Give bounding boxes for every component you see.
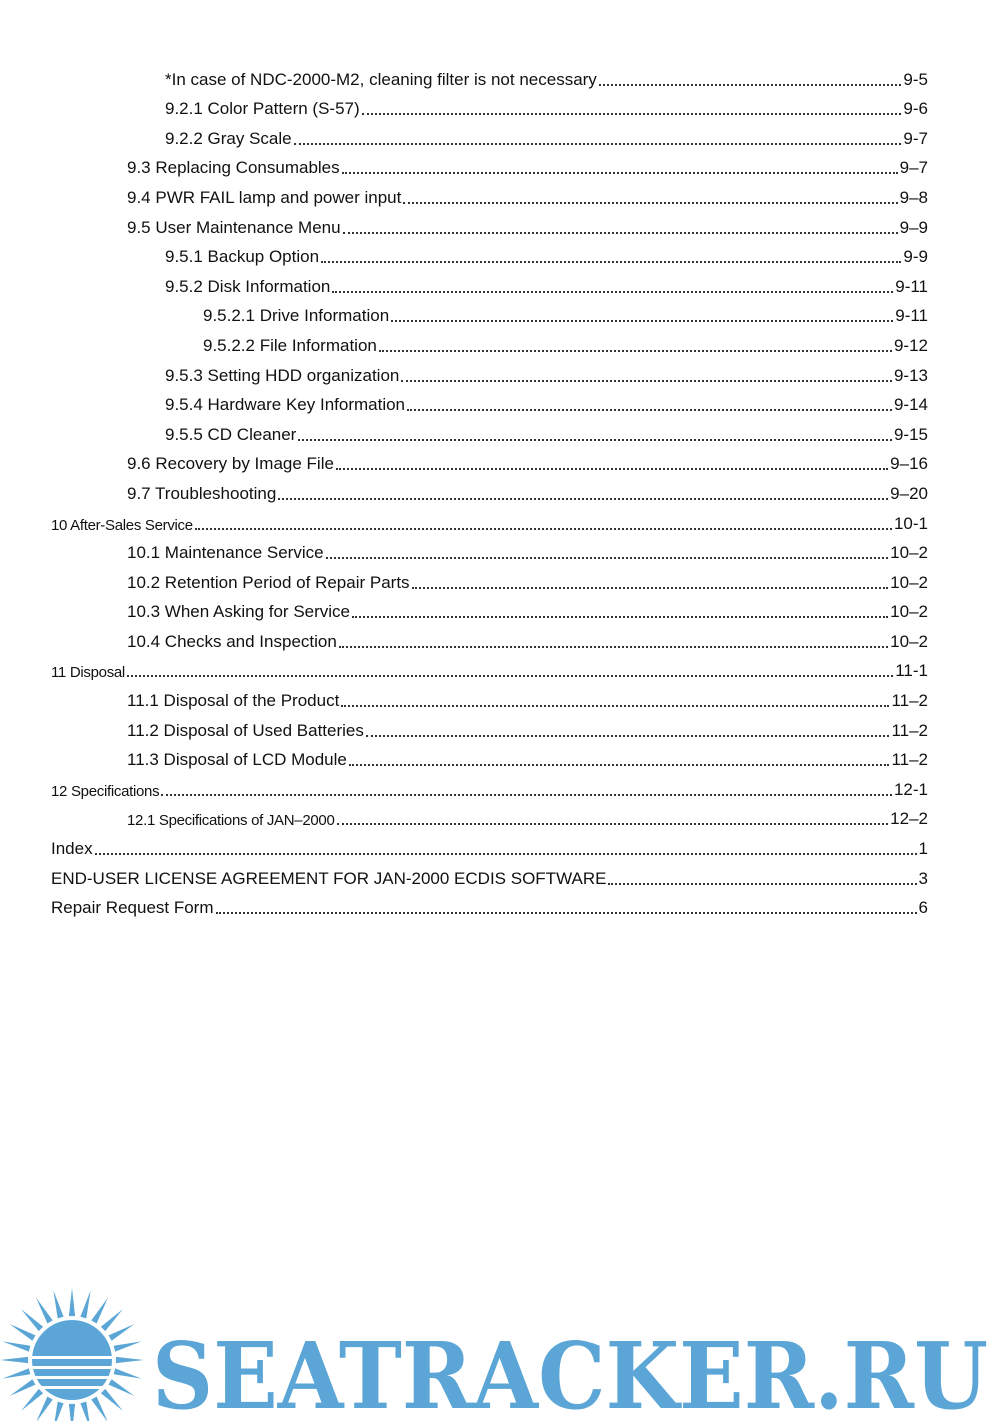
toc-entry-title: Index <box>51 839 93 859</box>
toc-entry-page: 9–16 <box>890 454 928 474</box>
toc-entry[interactable] <box>0 271 1002 301</box>
toc-leader-dots <box>379 350 892 352</box>
toc-entry-page: 11-1 <box>895 661 928 681</box>
sun-ray <box>3 1368 31 1378</box>
sun-ray <box>101 1309 123 1331</box>
sun-ray <box>101 1389 123 1411</box>
toc-entry-page: 9–9 <box>899 217 928 237</box>
toc-entry-title: 10.2 Retention Period of Repair Parts <box>127 572 410 592</box>
toc-entry-page: 11–2 <box>891 750 928 770</box>
toc-entry-page: 9-13 <box>893 365 928 385</box>
toc-leader-dots <box>403 202 897 204</box>
toc-entry[interactable] <box>0 478 1002 508</box>
toc-entry[interactable] <box>0 626 1002 656</box>
toc-entry[interactable] <box>0 301 1002 331</box>
toc-entry-title: 10.3 When Asking for Service <box>127 602 351 622</box>
toc-entry-title: 11 Disposal <box>51 664 125 682</box>
toc-entry-page: 9–20 <box>890 483 928 503</box>
sun-ray <box>109 1324 135 1341</box>
toc-entry-page: 9-7 <box>903 128 928 148</box>
toc-entry-title: 9.5.4 Hardware Key Information <box>165 395 406 415</box>
sun-ray <box>10 1324 36 1341</box>
toc-leader-dots <box>216 912 917 914</box>
sun-ray <box>53 1291 63 1319</box>
toc-entry-page: 9-11 <box>895 306 928 326</box>
toc-leader-dots <box>127 675 893 677</box>
toc-leader-dots <box>337 823 889 825</box>
toc-entry-page: 10–2 <box>890 602 928 622</box>
toc-leader-dots <box>412 587 889 589</box>
toc-entry-title: 9.5.2 Disk Information <box>165 276 331 296</box>
watermark-text: SEATRACKER.RU <box>152 1322 988 1421</box>
toc-entry-title: 10 After-Sales Service <box>51 516 193 534</box>
sun-ray <box>91 1298 108 1324</box>
toc-entry-title: 11.1 Disposal of the Product <box>127 691 340 711</box>
toc-entry-title: *In case of NDC-2000-M2, cleaning filter is not necessary <box>165 69 597 89</box>
toc-entry[interactable] <box>0 715 1002 745</box>
table-of-contents <box>0 64 1002 922</box>
toc-leader-dots <box>298 439 892 441</box>
toc-entry-title: 12 Specifications <box>51 782 160 800</box>
toc-entry-page: 9–8 <box>899 187 928 207</box>
toc-entry[interactable] <box>0 567 1002 597</box>
toc-entry-title: 9.5.5 CD Cleaner <box>165 424 297 444</box>
toc-entry-title: 9.4 PWR FAIL lamp and power input <box>127 187 402 207</box>
toc-entry-page: 9-6 <box>903 99 928 119</box>
toc-entry-page: 10–2 <box>890 631 928 651</box>
toc-leader-dots <box>341 705 889 707</box>
toc-leader-dots <box>599 84 902 86</box>
watermark-logo <box>0 1270 1002 1421</box>
toc-entry[interactable] <box>0 597 1002 627</box>
toc-entry-page: 12-1 <box>893 779 928 799</box>
toc-entry-title: 12.1 Specifications of JAN–2000 <box>127 812 335 830</box>
toc-entry[interactable] <box>0 153 1002 183</box>
toc-entry-page: 6 <box>918 898 928 918</box>
toc-entry-page: 11–2 <box>891 720 928 740</box>
sun-ray <box>21 1309 43 1331</box>
toc-leader-dots <box>195 528 892 530</box>
toc-entry[interactable] <box>0 330 1002 360</box>
toc-entry-page: 3 <box>918 868 928 888</box>
sun-ray <box>80 1291 90 1319</box>
toc-leader-dots <box>336 468 888 470</box>
toc-entry-title: 9.2.2 Gray Scale <box>165 128 292 148</box>
toc-entry-title: 9.5.1 Backup Option <box>165 247 320 267</box>
sun-ray <box>69 1288 75 1316</box>
toc-entry[interactable] <box>0 94 1002 124</box>
toc-entry[interactable] <box>0 64 1002 94</box>
toc-leader-dots <box>352 616 888 618</box>
toc-entry-title: 9.2.1 Color Pattern (S-57) <box>165 99 360 119</box>
toc-entry[interactable] <box>0 508 1002 538</box>
toc-entry[interactable] <box>0 212 1002 242</box>
toc-entry-page: 9-12 <box>893 335 928 355</box>
toc-entry-page: 9–7 <box>899 158 928 178</box>
toc-entry-page: 11–2 <box>891 691 928 711</box>
toc-entry-title: 10.1 Maintenance Service <box>127 543 324 563</box>
toc-entry-page: 10–2 <box>890 543 928 563</box>
sun-logo-icon <box>0 1270 1002 1421</box>
toc-entry[interactable] <box>0 833 1002 863</box>
sun-ray <box>10 1379 36 1396</box>
toc-entry[interactable] <box>0 656 1002 686</box>
toc-entry-title: 9.7 Troubleshooting <box>127 483 277 503</box>
toc-entry-page: 9-14 <box>893 395 928 415</box>
toc-entry-page: 9-15 <box>893 424 928 444</box>
toc-leader-dots <box>95 853 917 855</box>
toc-leader-dots <box>326 557 889 559</box>
toc-entry-page: 9-11 <box>895 276 928 296</box>
toc-entry-title: 10.4 Checks and Inspection <box>127 631 337 651</box>
sun-ray <box>3 1341 31 1351</box>
toc-leader-dots <box>362 113 902 115</box>
toc-entry-title: 9.6 Recovery by Image File <box>127 454 334 474</box>
toc-entry[interactable] <box>0 745 1002 775</box>
toc-entry-title: Repair Request Form <box>51 898 214 918</box>
toc-entry-title: 11.2 Disposal of Used Batteries <box>127 720 364 740</box>
toc-leader-dots <box>407 409 892 411</box>
toc-entry[interactable] <box>0 242 1002 272</box>
toc-leader-dots <box>294 143 902 145</box>
toc-leader-dots <box>391 320 893 322</box>
toc-entry-title: 9.5.2.1 Drive Information <box>203 306 390 326</box>
toc-entry[interactable] <box>0 685 1002 715</box>
toc-entry[interactable] <box>0 774 1002 804</box>
toc-entry-page: 1 <box>918 839 928 859</box>
toc-leader-dots <box>278 498 888 500</box>
toc-entry-title: 9.3 Replacing Consumables <box>127 158 340 178</box>
sun-ray <box>53 1402 63 1421</box>
toc-leader-dots <box>332 291 893 293</box>
toc-entry[interactable] <box>0 449 1002 479</box>
sun-ray <box>114 1341 142 1351</box>
toc-entry-title: 9.5.3 Setting HDD organization <box>165 365 400 385</box>
toc-entry-title: END-USER LICENSE AGREEMENT FOR JAN-2000 ECDIS SOFTWARE <box>51 868 607 888</box>
toc-entry[interactable] <box>0 390 1002 420</box>
toc-entry[interactable] <box>0 123 1002 153</box>
sun-ray <box>109 1379 135 1396</box>
toc-entry[interactable] <box>0 182 1002 212</box>
sun-ray <box>36 1298 53 1324</box>
toc-leader-dots <box>343 232 898 234</box>
toc-entry-page: 10-1 <box>893 513 928 533</box>
sun-ray <box>36 1397 53 1421</box>
toc-entry[interactable] <box>0 804 1002 834</box>
sun-ray <box>69 1404 75 1421</box>
toc-entry-title: 9.5 User Maintenance Menu <box>127 217 341 237</box>
sun-ray <box>116 1357 144 1363</box>
toc-leader-dots <box>608 883 916 885</box>
sun-ray <box>21 1389 43 1411</box>
toc-entry-page: 9-5 <box>903 69 928 89</box>
sun-ray <box>0 1357 28 1363</box>
toc-leader-dots <box>349 764 890 766</box>
toc-entry-title: 9.5.2.2 File Information <box>203 335 377 355</box>
toc-leader-dots <box>401 380 892 382</box>
sun-ray <box>114 1368 142 1378</box>
toc-entry[interactable] <box>0 360 1002 390</box>
toc-entry[interactable] <box>0 893 1002 923</box>
toc-entry-page: 12–2 <box>890 809 928 829</box>
sun-ray <box>91 1397 108 1421</box>
toc-entry[interactable] <box>0 419 1002 449</box>
toc-entry[interactable] <box>0 863 1002 893</box>
toc-leader-dots <box>342 172 898 174</box>
toc-leader-dots <box>161 794 892 796</box>
sun-ray <box>80 1402 90 1421</box>
toc-leader-dots <box>339 646 888 648</box>
toc-leader-dots <box>366 735 890 737</box>
toc-entry-page: 9-9 <box>903 247 928 267</box>
toc-entry-page: 10–2 <box>890 572 928 592</box>
toc-leader-dots <box>321 261 901 263</box>
toc-entry[interactable] <box>0 538 1002 568</box>
toc-entry-title: 11.3 Disposal of LCD Module <box>127 750 347 770</box>
